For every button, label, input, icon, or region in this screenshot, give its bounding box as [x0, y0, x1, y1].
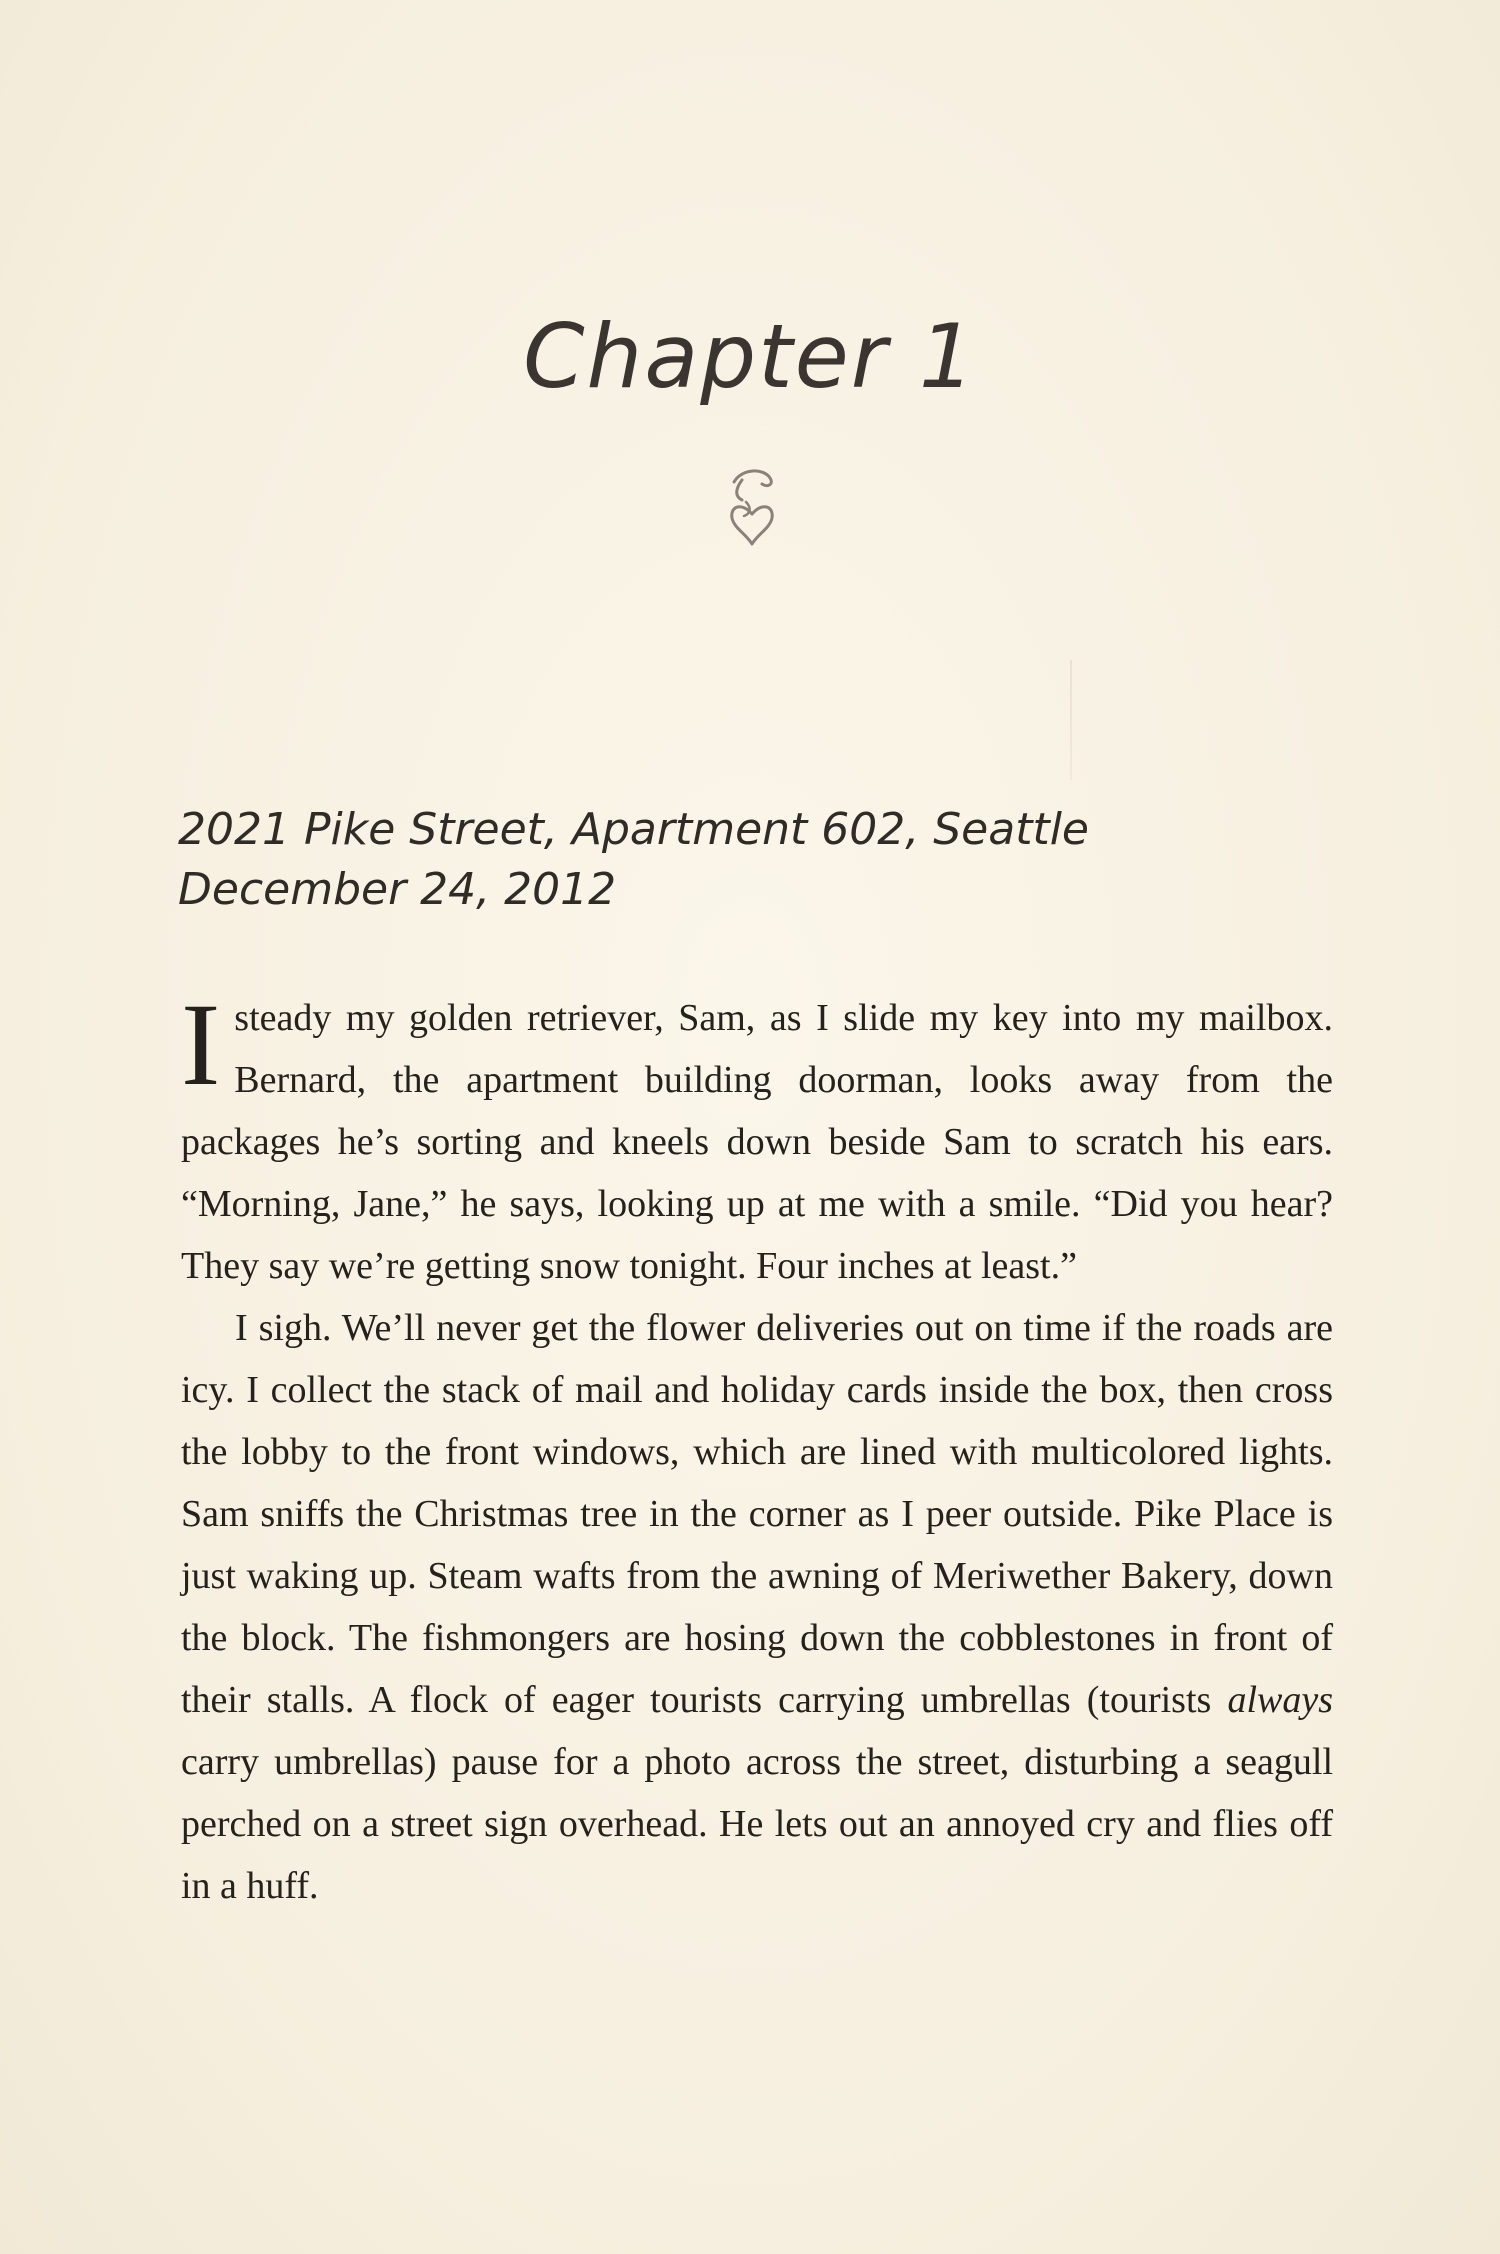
paragraph-2-text-b: carry umbrellas) pause for a photo across the street, disturbing a seagull perched on a street sign overhead. He lets out an annoyed cry and flies off in a huff.: [181, 1741, 1333, 1907]
location-heading: [178, 800, 1358, 920]
chapter-title: Chapter 1: [523, 305, 977, 408]
paragraph-2: [181, 1297, 1333, 1917]
emphasis-always: always: [1227, 1679, 1333, 1721]
paragraph-1-text: steady my golden retriever, Sam, as I slide my key into my mailbox. Bernard, the apartment building doorman, looks away from the packages he’s sorting and kneels down beside Sam to scratch his ears. “Morning, Jane,” he says, looking up at me with a smile. “Did you hear? They say we’re getting snow tonight. Four inches at least.”: [181, 997, 1333, 1287]
heart-swirl-ornament-icon: [712, 462, 792, 552]
page-crease: [1070, 660, 1072, 780]
date-line: December 24, 2012: [178, 864, 617, 915]
chapter-body: [181, 979, 1333, 1917]
drop-cap: I: [181, 979, 221, 1110]
paragraph-1: [181, 979, 1333, 1297]
location-line: 2021 Pike Street, Apartment 602, Seattle: [178, 804, 1090, 855]
paragraph-2-text-a: I sigh. We’ll never get the flower deliveries out on time if the roads are icy. I collect the stack of mail and holiday cards inside the box, then cross the lobby to the front windows, which are lined with multicolored lights. Sam sniffs the Christmas tree in the corner as I peer outside. Pike Place is just waking up. Steam wafts from the awning of Meriwether Bakery, down the block. The fishmongers are hosing down the cobblestones in front of their stalls. A flock of eager tourists carrying umbrellas (tourists: [181, 1307, 1333, 1721]
